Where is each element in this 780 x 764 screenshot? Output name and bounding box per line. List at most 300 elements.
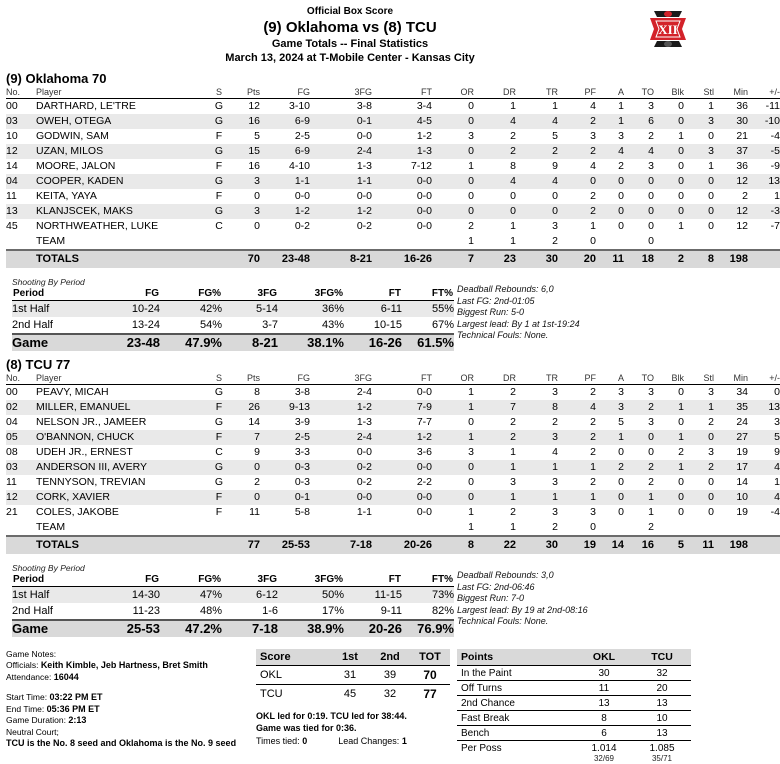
table-row: [6, 114, 780, 129]
cell-blk: 2: [654, 445, 684, 460]
cell-blk: 0: [654, 204, 684, 219]
shooting-game-row: [12, 620, 454, 637]
shooting-row: [12, 301, 454, 318]
cell-fg: 23-48: [260, 250, 310, 268]
cell-ft: 0-0: [372, 219, 432, 234]
score-col-1st: 1st: [330, 649, 370, 666]
shooting-cell-ftp: 76.9%: [402, 620, 454, 637]
team-note-line: Technical Fouls: None.: [457, 616, 688, 628]
cell-a: 0: [596, 505, 624, 520]
cell-or: 1: [432, 234, 474, 250]
cell-pts: 16: [230, 114, 260, 129]
cell-or: 1: [432, 400, 474, 415]
cell-3fg: 3-8: [310, 99, 372, 115]
cell-player: KEITA, YAYA: [36, 189, 208, 204]
score-by-period-box: [256, 649, 451, 764]
cell-tr: 1: [516, 490, 558, 505]
points-cell-tcu: 32: [633, 666, 691, 681]
shooting-cell-fgp: 42%: [160, 301, 222, 318]
team-title: (8) TCU 77: [6, 357, 694, 372]
cell-a: 0: [596, 475, 624, 490]
cell-to: 2: [624, 129, 654, 144]
col-header-3fg: 3FG: [310, 87, 372, 99]
end-time-value: 05:36 PM ET: [47, 704, 100, 714]
col-header-pts: Pts: [230, 87, 260, 99]
shooting-col-3fg: 3FG: [222, 287, 278, 301]
cell-no: 12: [6, 144, 36, 159]
col-header-pm: +/-: [748, 87, 780, 99]
cell-blk: 0: [654, 189, 684, 204]
cell-min: 14: [714, 475, 748, 490]
stats-header-row: [6, 373, 780, 385]
col-header-pts: Pts: [230, 373, 260, 385]
score-table: [256, 649, 450, 703]
cell-ft: 2-2: [372, 475, 432, 490]
cell-blk: 0: [654, 174, 684, 189]
team-note-line: Largest lead: By 19 at 2nd-08:16: [457, 605, 688, 617]
cell-a: 2: [596, 159, 624, 174]
cell-min: [714, 520, 748, 536]
shooting-cell-period: 2nd Half: [12, 603, 94, 620]
cell-pts: 0: [230, 219, 260, 234]
cell-stl: 0: [684, 219, 714, 234]
cell-player: TENNYSON, TREVIAN: [36, 475, 208, 490]
cell-ft: 0-0: [372, 460, 432, 475]
cell-stl: 2: [684, 415, 714, 430]
points-cell-tcu: [633, 741, 691, 764]
end-time-label: End Time:: [6, 704, 44, 714]
table-row: [6, 505, 780, 520]
cell-3fg: 0-0: [310, 189, 372, 204]
cell-stl: 1: [684, 400, 714, 415]
cell-to: 4: [624, 144, 654, 159]
col-header-a: A: [596, 373, 624, 385]
cell-to: 3: [624, 385, 654, 401]
points-cell-okl: 11: [575, 681, 633, 696]
cell-no: 11: [6, 189, 36, 204]
cell-ft: 7-12: [372, 159, 432, 174]
cell-s: [208, 234, 230, 250]
cell-dr: 1: [474, 460, 516, 475]
cell-pts: [230, 520, 260, 536]
shooting-col-ft: FT: [344, 573, 402, 587]
cell-3fg: [310, 520, 372, 536]
cell-blk: 0: [654, 475, 684, 490]
attendance-line: [6, 672, 256, 684]
start-time-label: Start Time:: [6, 692, 47, 702]
lead-time-line-2: Game was tied for 0:36.: [256, 722, 451, 734]
game-totals-subtitle: Game Totals -- Final Statistics: [0, 37, 700, 51]
cell-player: OWEH, OTEGA: [36, 114, 208, 129]
cell-tr: 2: [516, 415, 558, 430]
cell-pm: [748, 250, 780, 268]
game-date-venue: March 13, 2024 at T-Mobile Center - Kansas City: [0, 51, 700, 65]
page-title: Official Box Score: [0, 5, 700, 18]
cell-pm: [748, 536, 780, 554]
cell-a: 0: [596, 490, 624, 505]
cell-tr: 5: [516, 129, 558, 144]
totals-row: [6, 536, 780, 554]
cell-tr: 1: [516, 99, 558, 115]
player-stats-table: [6, 373, 780, 554]
col-header-tr: TR: [516, 373, 558, 385]
officials-label: Officials:: [6, 660, 38, 670]
col-header-to: TO: [624, 373, 654, 385]
cell-no: 05: [6, 430, 36, 445]
cell-player: MOORE, JALON: [36, 159, 208, 174]
notes-spacer: [6, 683, 256, 692]
team-section-1: [0, 357, 700, 637]
cell-blk: 1: [654, 219, 684, 234]
team-note-line: Deadball Rebounds: 3,0: [457, 570, 688, 582]
points-cell-label: In the Paint: [457, 666, 575, 681]
score-cell-team: OKL: [256, 666, 330, 685]
col-header-stl: Stl: [684, 373, 714, 385]
cell-stl: 3: [684, 114, 714, 129]
team-section-0: [0, 71, 700, 351]
team-note-line: Largest lead: By 1 at 1st-19:24: [457, 319, 688, 331]
cell-no: [6, 520, 36, 536]
cell-pm: -9: [748, 159, 780, 174]
cell-s: F: [208, 159, 230, 174]
cell-pf: 2: [558, 385, 596, 401]
points-row: [457, 666, 691, 681]
cell-no: 03: [6, 460, 36, 475]
shooting-cell-3fg: 7-18: [222, 620, 278, 637]
cell-pf: 0: [558, 174, 596, 189]
cell-player: TEAM: [36, 234, 208, 250]
cell-no: 12: [6, 490, 36, 505]
score-header-row: [256, 649, 450, 666]
player-stats-table: [6, 87, 780, 268]
cell-or: 0: [432, 415, 474, 430]
cell-3fg: 0-1: [310, 114, 372, 129]
cell-pf: 2: [558, 445, 596, 460]
matchup-title: (9) Oklahoma vs (8) TCU: [0, 18, 700, 37]
cell-fg: 3-9: [260, 415, 310, 430]
cell-ft: 0-0: [372, 490, 432, 505]
cell-to: 18: [624, 250, 654, 268]
cell-ft: 0-0: [372, 204, 432, 219]
shooting-col-fg: FG: [94, 573, 160, 587]
svg-text:XII: XII: [658, 22, 678, 37]
cell-pf: 1: [558, 490, 596, 505]
cell-to: 3: [624, 415, 654, 430]
cell-or: 3: [432, 129, 474, 144]
cell-no: 02: [6, 400, 36, 415]
cell-min: [714, 234, 748, 250]
col-header-player: Player: [36, 373, 208, 385]
shooting-cell-period: 1st Half: [12, 301, 94, 318]
shooting-caption: Shooting By Period: [12, 277, 449, 287]
team-note-line: Biggest Run: 7-0: [457, 593, 688, 605]
points-col-okl: OKL: [575, 649, 633, 666]
cell-fg: 0-1: [260, 490, 310, 505]
points-table: [457, 649, 691, 764]
cell-3fg: 2-4: [310, 430, 372, 445]
col-header-s: S: [208, 87, 230, 99]
table-row: [6, 415, 780, 430]
cell-3fg: 0-2: [310, 460, 372, 475]
cell-tr: 3: [516, 505, 558, 520]
cell-blk: 0: [654, 159, 684, 174]
shooting-game-row: [12, 334, 454, 351]
cell-no: 08: [6, 445, 36, 460]
points-cell-label: Off Turns: [457, 681, 575, 696]
cell-blk: 0: [654, 505, 684, 520]
cell-pm: -3: [748, 204, 780, 219]
cell-player: TEAM: [36, 520, 208, 536]
per-poss-fraction: 35/71: [633, 754, 691, 763]
points-row: [457, 696, 691, 711]
team-note-line: Technical Fouls: None.: [457, 330, 688, 342]
cell-ft: 3-4: [372, 99, 432, 115]
cell-or: 1: [432, 520, 474, 536]
bottom-section: [0, 649, 700, 764]
table-row: [6, 159, 780, 174]
cell-s: G: [208, 460, 230, 475]
cell-stl: 0: [684, 505, 714, 520]
times-tied-label: Times tied:: [256, 736, 300, 746]
col-header-ft: FT: [372, 373, 432, 385]
cell-to: 0: [624, 430, 654, 445]
per-poss-value: 1.014: [591, 743, 616, 754]
cell-dr: 0: [474, 204, 516, 219]
cell-pm: [748, 234, 780, 250]
cell-dr: 4: [474, 114, 516, 129]
cell-pm: 3: [748, 415, 780, 430]
shooting-row: [12, 603, 454, 620]
cell-min: 19: [714, 445, 748, 460]
cell-stl: 1: [684, 99, 714, 115]
cell-blk: 1: [654, 460, 684, 475]
points-cell-tcu: 10: [633, 711, 691, 726]
shooting-cell-3fgp: 38.9%: [278, 620, 344, 637]
points-cell-okl: 6: [575, 726, 633, 741]
col-header-blk: Blk: [654, 87, 684, 99]
cell-s: C: [208, 219, 230, 234]
shooting-cell-3fg: 5-14: [222, 301, 278, 318]
cell-dr: 2: [474, 385, 516, 401]
cell-stl: [684, 520, 714, 536]
cell-3fg: 8-21: [310, 250, 372, 268]
cell-min: 35: [714, 400, 748, 415]
cell-or: 2: [432, 219, 474, 234]
col-header-blk: Blk: [654, 373, 684, 385]
team-note-line: Deadball Rebounds: 6,0: [457, 284, 688, 296]
big-12-logo-icon: [644, 7, 692, 51]
cell-no: 00: [6, 385, 36, 401]
cell-ft: 7-7: [372, 415, 432, 430]
cell-3fg: 2-4: [310, 144, 372, 159]
col-header-player: Player: [36, 87, 208, 99]
cell-a: 2: [596, 460, 624, 475]
cell-or: 3: [432, 445, 474, 460]
cell-fg: 3-10: [260, 99, 310, 115]
page-header: [0, 0, 700, 65]
cell-no: [6, 536, 36, 554]
cell-pm: -10: [748, 114, 780, 129]
cell-3fg: 0-0: [310, 445, 372, 460]
cell-pm: 0: [748, 385, 780, 401]
score-cell-first: 45: [330, 685, 370, 704]
cell-or: 0: [432, 144, 474, 159]
big-12-logo: [644, 7, 692, 51]
cell-tr: 1: [516, 460, 558, 475]
per-poss-fraction: 32/69: [575, 754, 633, 763]
cell-pts: 26: [230, 400, 260, 415]
cell-or: 0: [432, 475, 474, 490]
cell-min: 36: [714, 99, 748, 115]
shooting-cell-period: 2nd Half: [12, 317, 94, 334]
cell-to: 0: [624, 174, 654, 189]
shooting-cell-3fgp: 43%: [278, 317, 344, 334]
neutral-court-line: Neutral Court;: [6, 727, 256, 739]
cell-blk: 1: [654, 400, 684, 415]
points-cell-label: 2nd Chance: [457, 696, 575, 711]
shooting-cell-fg: 14-30: [94, 587, 160, 604]
cell-fg: 0-0: [260, 189, 310, 204]
col-header-no: No.: [6, 373, 36, 385]
score-cell-second: 39: [370, 666, 410, 685]
col-header-s: S: [208, 373, 230, 385]
cell-no: 21: [6, 505, 36, 520]
shooting-table-wrap: [12, 563, 449, 637]
cell-no: [6, 250, 36, 268]
cell-ft: 1-2: [372, 430, 432, 445]
cell-min: 12: [714, 219, 748, 234]
cell-ft: 0-0: [372, 189, 432, 204]
cell-or: 0: [432, 204, 474, 219]
shooting-cell-3fg: 8-21: [222, 334, 278, 351]
cell-a: 1: [596, 99, 624, 115]
cell-stl: 0: [684, 189, 714, 204]
team-rebounds-row: [6, 234, 780, 250]
per-poss-value: 1.085: [649, 743, 674, 754]
cell-ft: 4-5: [372, 114, 432, 129]
cell-pf: 4: [558, 99, 596, 115]
cell-pf: 19: [558, 536, 596, 554]
cell-player: CORK, XAVIER: [36, 490, 208, 505]
cell-fg: 6-9: [260, 114, 310, 129]
cell-pm: 4: [748, 460, 780, 475]
cell-min: 12: [714, 204, 748, 219]
col-header-tr: TR: [516, 87, 558, 99]
cell-stl: 8: [684, 250, 714, 268]
score-cell-total: 77: [410, 685, 450, 704]
cell-stl: [684, 234, 714, 250]
shooting-header-row: [12, 573, 454, 587]
team-game-notes: [449, 563, 688, 637]
score-cell-second: 32: [370, 685, 410, 704]
cell-pm: -5: [748, 144, 780, 159]
cell-fg: [260, 234, 310, 250]
cell-pf: 0: [558, 234, 596, 250]
start-time-value: 03:22 PM ET: [49, 692, 102, 702]
cell-player: COLES, JAKOBE: [36, 505, 208, 520]
cell-no: 00: [6, 99, 36, 115]
score-col-2nd: 2nd: [370, 649, 410, 666]
cell-player: NELSON JR., JAMEER: [36, 415, 208, 430]
shooting-cell-ft: 20-26: [344, 620, 402, 637]
cell-to: 0: [624, 445, 654, 460]
cell-ft: 7-9: [372, 400, 432, 415]
cell-blk: 5: [654, 536, 684, 554]
cell-or: 1: [432, 430, 474, 445]
cell-tr: 3: [516, 385, 558, 401]
cell-min: 19: [714, 505, 748, 520]
col-header-a: A: [596, 87, 624, 99]
cell-pts: 0: [230, 189, 260, 204]
cell-no: 11: [6, 475, 36, 490]
points-cell-okl: 8: [575, 711, 633, 726]
table-row: [6, 400, 780, 415]
cell-s: C: [208, 445, 230, 460]
cell-s: G: [208, 114, 230, 129]
cell-3fg: 1-1: [310, 505, 372, 520]
cell-pm: -4: [748, 129, 780, 144]
cell-to: 0: [624, 204, 654, 219]
teams-container: [0, 71, 700, 637]
cell-a: 0: [596, 189, 624, 204]
cell-dr: 2: [474, 430, 516, 445]
cell-fg: 0-3: [260, 475, 310, 490]
cell-tr: 4: [516, 445, 558, 460]
cell-3fg: 0-2: [310, 475, 372, 490]
col-header-pm: +/-: [748, 373, 780, 385]
cell-a: [596, 520, 624, 536]
cell-or: 0: [432, 174, 474, 189]
shooting-col-ftp: FT%: [402, 573, 454, 587]
shooting-col-fgp: FG%: [160, 573, 222, 587]
cell-3fg: [310, 234, 372, 250]
cell-pm: -11: [748, 99, 780, 115]
shooting-table: [12, 287, 454, 351]
cell-min: 10: [714, 490, 748, 505]
cell-fg: 2-5: [260, 129, 310, 144]
cell-3fg: 1-1: [310, 174, 372, 189]
cell-3fg: 1-3: [310, 415, 372, 430]
cell-dr: 1: [474, 234, 516, 250]
cell-no: 14: [6, 159, 36, 174]
cell-or: 8: [432, 536, 474, 554]
cell-blk: 0: [654, 415, 684, 430]
cell-or: 0: [432, 490, 474, 505]
cell-fg: 2-5: [260, 430, 310, 445]
cell-a: 11: [596, 250, 624, 268]
col-header-fg: FG: [260, 87, 310, 99]
cell-s: F: [208, 490, 230, 505]
cell-blk: 0: [654, 385, 684, 401]
cell-stl: 3: [684, 385, 714, 401]
points-row: [457, 726, 691, 741]
cell-no: 13: [6, 204, 36, 219]
cell-ft: [372, 520, 432, 536]
shooting-cell-ft: 11-15: [344, 587, 402, 604]
cell-a: [596, 234, 624, 250]
col-header-pf: PF: [558, 87, 596, 99]
cell-pf: 2: [558, 415, 596, 430]
shooting-cell-3fgp: 17%: [278, 603, 344, 620]
cell-a: 1: [596, 430, 624, 445]
points-col-tcu: TCU: [633, 649, 691, 666]
cell-dr: 4: [474, 174, 516, 189]
cell-min: 17: [714, 460, 748, 475]
shooting-col-3fg: 3FG: [222, 573, 278, 587]
cell-to: 2: [624, 475, 654, 490]
cell-s: F: [208, 505, 230, 520]
cell-a: 3: [596, 385, 624, 401]
